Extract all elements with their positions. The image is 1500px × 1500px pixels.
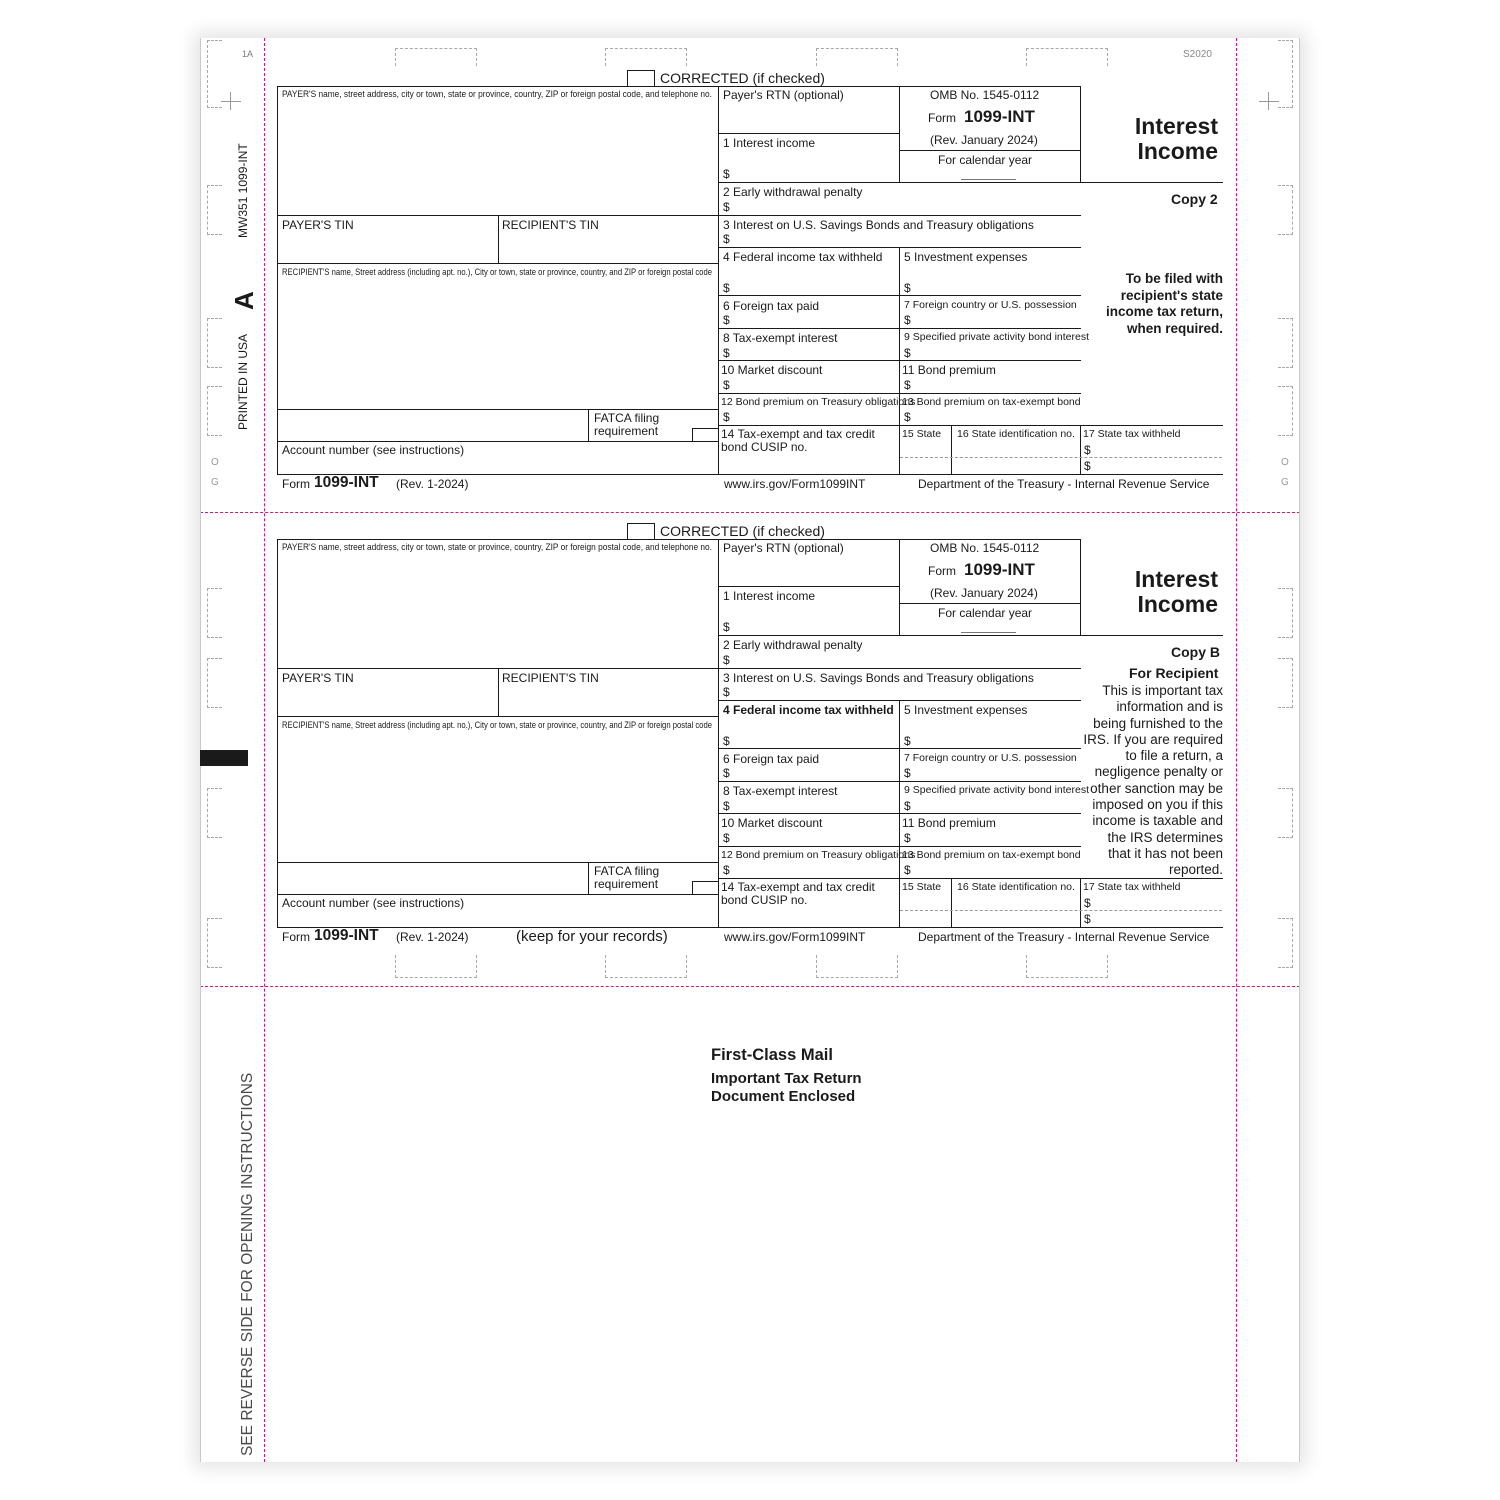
tin-divider — [498, 668, 499, 717]
account-label: Account number (see instructions) — [282, 896, 465, 910]
box-6-field[interactable] — [720, 766, 897, 780]
box-13-field[interactable] — [901, 410, 1079, 424]
box-4-field[interactable] — [720, 719, 897, 747]
fatca-label: FATCA filing requirement — [594, 864, 660, 891]
box3-top — [718, 668, 1081, 669]
account-field[interactable] — [281, 911, 715, 925]
fatca-box-top — [692, 428, 718, 429]
form-word: Form — [928, 111, 956, 125]
box-5-field[interactable] — [901, 266, 1079, 294]
box-2-field[interactable] — [720, 652, 1079, 667]
box-4-label: 4 Federal income tax withheld — [723, 703, 894, 717]
dollar-sign: $ — [723, 685, 730, 699]
crosshair-right — [1259, 101, 1279, 102]
fatca-box-top — [692, 881, 718, 882]
box-8-label: 8 Tax-exempt interest — [723, 331, 838, 345]
dollar-sign: $ — [904, 281, 911, 295]
form-number: 1099-INT — [964, 560, 1035, 579]
half-divider — [899, 700, 900, 901]
fatca-box-left — [692, 428, 693, 442]
box3-top — [718, 215, 1081, 216]
box-2-field[interactable] — [720, 199, 1079, 214]
footer-form-number: 1099-INT — [314, 927, 379, 944]
box-8-label: 8 Tax-exempt interest — [723, 784, 838, 798]
state-divider-15 — [899, 878, 900, 928]
col-divider-title — [1080, 539, 1081, 636]
dollar-sign: $ — [1084, 912, 1091, 926]
dollar-sign: $ — [723, 313, 730, 327]
box-12-field[interactable] — [720, 410, 897, 424]
dollar-sign: $ — [723, 232, 730, 246]
registration-bar — [200, 750, 248, 766]
box-5-label: 5 Investment expenses — [904, 703, 1028, 717]
box-16-field[interactable] — [953, 443, 1078, 473]
corrected-label: CORRECTED (if checked) — [660, 523, 825, 539]
dollar-sign: $ — [723, 620, 730, 634]
box-14-label: 14 Tax-exempt and tax credit bond CUSIP no. — [721, 427, 875, 454]
crosshair-left — [221, 101, 241, 102]
dollar-sign: $ — [723, 200, 730, 214]
dollar-sign: $ — [723, 653, 730, 667]
form-title: Interest Income — [1134, 113, 1218, 164]
footer-form-word: Form — [282, 930, 310, 944]
box12-top — [718, 846, 1081, 847]
tin-divider — [498, 215, 499, 264]
recipient-tin-label: RECIPIENT'S TIN — [502, 218, 599, 232]
mark-g-left: G — [211, 477, 219, 488]
side-mark-right — [1278, 386, 1293, 436]
box-10-label: 10 Market discount — [721, 363, 823, 377]
col-divider-omb — [899, 86, 900, 183]
sheet-edge-right — [1299, 38, 1300, 1462]
perforation-middle — [200, 512, 1300, 513]
frame-bottom-right — [718, 927, 1223, 928]
copy-recipient-label: For Recipient — [1129, 665, 1219, 681]
side-mark-right — [1278, 318, 1293, 368]
corrected-checkbox[interactable] — [627, 70, 655, 87]
big-letter: A — [229, 291, 259, 310]
rtn-bottom — [718, 133, 899, 134]
form-number: 1099-INT — [964, 107, 1035, 126]
mail-line-2: Important Tax Return — [711, 1070, 862, 1087]
box-11-field[interactable] — [901, 830, 1079, 845]
box-1-field[interactable] — [720, 152, 897, 181]
corrected-checkbox[interactable] — [627, 523, 655, 540]
box6-top — [718, 748, 1081, 749]
frame-top — [277, 86, 1081, 87]
box-13-label: 13 Bond premium on tax-exempt bond — [902, 849, 1081, 861]
payer-name-label: PAYER'S name, street address, city or town, state or province, country, ZIP or foreign postal code, and telephone no. — [282, 542, 712, 553]
recipient-name-field[interactable] — [281, 735, 715, 859]
recipient-top — [277, 716, 719, 717]
box-17-label: 17 State tax withheld — [1083, 881, 1181, 893]
box-3-label: 3 Interest on U.S. Savings Bonds and Treasury obligations — [723, 671, 1034, 685]
frame-top — [277, 539, 1081, 540]
box-4-label: 4 Federal income tax withheld — [723, 250, 883, 264]
dollar-sign: $ — [723, 410, 730, 424]
dollar-sign: $ — [723, 734, 730, 748]
fatca-top — [277, 862, 719, 863]
box-16-label: 16 State identification no. — [957, 428, 1075, 440]
payer-tin-field[interactable] — [281, 686, 495, 714]
state-divider-16 — [951, 878, 952, 928]
box-6-label: 6 Foreign tax paid — [723, 299, 820, 313]
box-14-label: 14 Tax-exempt and tax credit bond CUSIP no. — [721, 880, 875, 907]
omb-bottom — [899, 603, 1080, 604]
feed-mark-bottom — [1026, 955, 1108, 978]
box-9-label: 9 Specified private activity bond interest — [904, 331, 1090, 343]
dollar-sign: $ — [723, 281, 730, 295]
box8-top — [718, 328, 1081, 329]
payer-rtn-label: Payer's RTN (optional) — [723, 88, 844, 102]
box-15-field[interactable] — [901, 443, 949, 473]
footer-keep-records: (keep for your records) — [516, 928, 668, 945]
rtn-bottom — [718, 586, 899, 587]
box10-top — [718, 360, 1081, 361]
footer-form-word: Form — [282, 477, 310, 491]
dollar-sign: $ — [904, 313, 911, 327]
side-mark-right — [1278, 788, 1293, 838]
side-mark-left — [207, 386, 222, 436]
box-10-field[interactable] — [720, 377, 897, 392]
box-7-field[interactable] — [901, 766, 1079, 780]
box-11-label: 11 Bond premium — [902, 816, 996, 830]
box-7-label: 7 Foreign country or U.S. possession — [904, 752, 1077, 764]
footer-revision: (Rev. 1-2024) — [396, 930, 469, 944]
box-2-label: 2 Early withdrawal penalty — [723, 638, 863, 652]
box-7-label: 7 Foreign country or U.S. possession — [904, 299, 1077, 311]
box12-top — [718, 393, 1081, 394]
box-17-field[interactable] — [1094, 896, 1222, 926]
box-13-field[interactable] — [901, 863, 1079, 877]
box-10-label: 10 Market discount — [721, 816, 823, 830]
recipient-tin-field[interactable] — [501, 233, 715, 261]
feed-mark-top — [816, 48, 898, 66]
state-divider-17 — [1080, 878, 1081, 928]
box-4-field[interactable] — [720, 266, 897, 294]
state-divider-17 — [1080, 425, 1081, 475]
footer-irs-link[interactable]: www.irs.gov/Form1099INT — [724, 477, 866, 491]
stock-code: S2020 — [1183, 49, 1212, 60]
side-mark-right — [1278, 658, 1293, 708]
fatca-left — [588, 862, 589, 894]
box-3-field[interactable] — [720, 685, 1079, 699]
payer-rtn-field[interactable] — [720, 557, 897, 585]
box-6-field[interactable] — [720, 313, 897, 327]
feed-mark-bottom — [816, 955, 898, 978]
fatca-box-left — [692, 881, 693, 895]
payer-name-label: PAYER'S name, street address, city or town, state or province, country, ZIP or foreign postal code, and telephone no. — [282, 89, 712, 100]
copy-label: Copy 2 — [1171, 191, 1218, 207]
dollar-sign: $ — [904, 346, 911, 360]
side-mark-right — [1278, 588, 1293, 638]
payer-rtn-field[interactable] — [720, 104, 897, 132]
recipient-tin-label: RECIPIENT'S TIN — [502, 671, 599, 685]
footer-department: Department of the Treasury - Internal Revenue Service — [918, 477, 1210, 491]
perforation-right — [1236, 38, 1237, 1462]
dollar-sign: $ — [904, 378, 911, 392]
mark-o-left: O — [211, 457, 219, 468]
box-11-field[interactable] — [901, 377, 1079, 392]
side-mark-right — [1278, 185, 1293, 235]
frame-left — [277, 539, 278, 928]
frame-left — [277, 86, 278, 475]
feed-mark-bottom — [395, 955, 477, 978]
side-mark-left — [207, 788, 222, 838]
calendar-year-field[interactable] — [961, 179, 1016, 180]
dollar-sign: $ — [723, 799, 730, 813]
fatca-left — [588, 409, 589, 441]
copy-label: Copy B — [1171, 644, 1220, 660]
payer-tin-field[interactable] — [281, 233, 495, 261]
col-divider-mid — [718, 86, 719, 475]
margin-code: 1A — [242, 49, 254, 59]
half-divider — [899, 247, 900, 448]
title-bottom — [1080, 182, 1223, 183]
copy-instructions: To be filed with recipient's state income tax return, when required. — [1105, 271, 1223, 336]
fatca-top — [277, 409, 719, 410]
box6-top — [718, 295, 1081, 296]
col-divider-omb — [899, 539, 900, 636]
recipient-tin-field[interactable] — [501, 686, 715, 714]
omb-number: OMB No. 1545-0112 — [930, 541, 1040, 555]
box-17-label: 17 State tax withheld — [1083, 428, 1181, 440]
box-6-label: 6 Foreign tax paid — [723, 752, 820, 766]
box-3-label: 3 Interest on U.S. Savings Bonds and Treasury obligations — [723, 218, 1034, 232]
box-9-label: 9 Specified private activity bond interest — [904, 784, 1090, 796]
dollar-sign: $ — [904, 831, 911, 845]
dollar-sign: $ — [904, 766, 911, 780]
dollar-sign: $ — [904, 410, 911, 424]
payer-name-field[interactable] — [281, 104, 715, 212]
copy-instructions: This is important tax information and is being furnished to the IRS. If you are required to file a return, a negligence penalty or other sanction may be imposed on you if this income is taxable and the IRS determines that it has not been reported. — [1083, 683, 1223, 878]
payer-tin-label: PAYER'S TIN — [282, 218, 354, 232]
fatca-label: FATCA filing requirement — [594, 411, 660, 438]
form-title: Interest Income — [1134, 566, 1218, 617]
footer-revision: (Rev. 1-2024) — [396, 477, 469, 491]
side-mark-right — [1278, 40, 1293, 108]
box-15-label: 15 State — [902, 881, 942, 893]
box-5-label: 5 Investment expenses — [904, 250, 1028, 264]
box8-top — [718, 781, 1081, 782]
box-12-label: 12 Bond premium on Treasury obligations — [721, 849, 916, 861]
account-label: Account number (see instructions) — [282, 443, 465, 457]
feed-mark-bottom — [605, 955, 687, 978]
form-revision: (Rev. January 2024) — [930, 133, 1038, 147]
recipient-name-field[interactable] — [281, 282, 715, 406]
box-16-label: 16 State identification no. — [957, 881, 1075, 893]
dollar-sign: $ — [904, 863, 911, 877]
box-13-label: 13 Bond premium on tax-exempt bond — [902, 396, 1081, 408]
box-1-field[interactable] — [720, 605, 897, 634]
dollar-sign: $ — [723, 167, 730, 181]
footer-form-number: 1099-INT — [314, 474, 379, 491]
col-divider-title — [1080, 86, 1081, 183]
dollar-sign: $ — [723, 766, 730, 780]
recipient-top — [277, 263, 719, 264]
box-14-field[interactable] — [720, 455, 897, 473]
dollar-sign: $ — [723, 346, 730, 360]
vertical-form-id: MW351 1099-INT — [236, 143, 250, 238]
printed-in: PRINTED IN USA — [236, 333, 250, 430]
box-10-field[interactable] — [720, 830, 897, 845]
box-7-field[interactable] — [901, 313, 1079, 327]
feed-mark-top — [1026, 48, 1108, 66]
recipient-name-label: RECIPIENT'S name, Street address (including apt. no.), City or town, state or province, country, and ZIP or foreign postal code — [282, 720, 712, 731]
dollar-sign: $ — [904, 799, 911, 813]
dollar-sign: $ — [1084, 459, 1091, 473]
dollar-sign: $ — [904, 734, 911, 748]
account-top — [277, 441, 719, 442]
title-bottom — [1080, 635, 1223, 636]
box-8-field[interactable] — [720, 798, 897, 812]
box-14-field[interactable] — [720, 908, 897, 926]
box10-top — [718, 813, 1081, 814]
box-12-label: 12 Bond premium on Treasury obligations — [721, 396, 916, 408]
box-17-field[interactable] — [1094, 443, 1222, 473]
footer-irs-link[interactable]: www.irs.gov/Form1099INT — [724, 930, 866, 944]
side-mark-left — [207, 588, 222, 638]
account-field[interactable] — [281, 458, 715, 472]
box-11-label: 11 Bond premium — [902, 363, 996, 377]
fatca-checkbox[interactable] — [694, 883, 716, 893]
feed-mark-top — [395, 48, 477, 66]
box-8-field[interactable] — [720, 345, 897, 359]
side-mark-left — [207, 185, 222, 235]
account-top — [277, 894, 719, 895]
box-15-field[interactable] — [901, 896, 949, 926]
corrected-label: CORRECTED (if checked) — [660, 70, 825, 86]
dollar-sign: $ — [723, 831, 730, 845]
dollar-sign: $ — [723, 863, 730, 877]
crosshair-left-v — [230, 92, 231, 110]
mail-line-3: Document Enclosed — [711, 1088, 856, 1105]
box14-top — [718, 425, 1223, 426]
frame-bottom-right — [718, 474, 1223, 475]
omb-bottom — [899, 150, 1080, 151]
see-reverse: SEE REVERSE SIDE FOR OPENING INSTRUCTIONS — [239, 1072, 256, 1456]
calendar-year-label: For calendar year — [938, 606, 1033, 620]
box-5-field[interactable] — [901, 719, 1079, 747]
recipient-name-label: RECIPIENT'S name, Street address (including apt. no.), City or town, state or province, country, and ZIP or foreign postal code — [282, 267, 712, 278]
fatca-checkbox[interactable] — [694, 430, 716, 440]
box-3-field[interactable] — [720, 232, 1079, 246]
state-divider-15 — [899, 425, 900, 475]
dollar-sign: $ — [723, 378, 730, 392]
box-9-field[interactable] — [901, 798, 1079, 812]
box-16-field[interactable] — [953, 896, 1078, 926]
form-word: Form — [928, 564, 956, 578]
footer-department: Department of the Treasury - Internal Revenue Service — [918, 930, 1210, 944]
dollar-sign: $ — [1084, 443, 1091, 457]
side-mark-left — [207, 40, 222, 108]
crosshair-right-v — [1268, 92, 1269, 110]
box-2-label: 2 Early withdrawal penalty — [723, 185, 863, 199]
calendar-year-label: For calendar year — [938, 153, 1033, 167]
mark-o-right: O — [1281, 457, 1289, 468]
box-15-label: 15 State — [902, 428, 942, 440]
dollar-sign: $ — [1084, 896, 1091, 910]
box-9-field[interactable] — [901, 345, 1079, 359]
side-mark-left — [207, 318, 222, 368]
box-1-label: 1 Interest income — [723, 136, 816, 150]
payer-tin-label: PAYER'S TIN — [282, 671, 354, 685]
col-divider-mid — [718, 539, 719, 928]
omb-number: OMB No. 1545-0112 — [930, 88, 1040, 102]
state-divider-16 — [951, 425, 952, 475]
side-mark-right — [1278, 918, 1293, 968]
mark-g-right: G — [1281, 477, 1289, 488]
box-1-label: 1 Interest income — [723, 589, 816, 603]
side-mark-left — [207, 918, 222, 968]
perforation-bottom — [200, 986, 1300, 987]
form-revision: (Rev. January 2024) — [930, 586, 1038, 600]
payer-name-field[interactable] — [281, 557, 715, 665]
box-12-field[interactable] — [720, 863, 897, 877]
mail-line-1: First-Class Mail — [711, 1046, 833, 1064]
feed-mark-top — [605, 48, 687, 66]
perforation-left — [264, 38, 265, 1462]
calendar-year-field[interactable] — [961, 632, 1016, 633]
side-mark-left — [207, 658, 222, 708]
payer-rtn-label: Payer's RTN (optional) — [723, 541, 844, 555]
